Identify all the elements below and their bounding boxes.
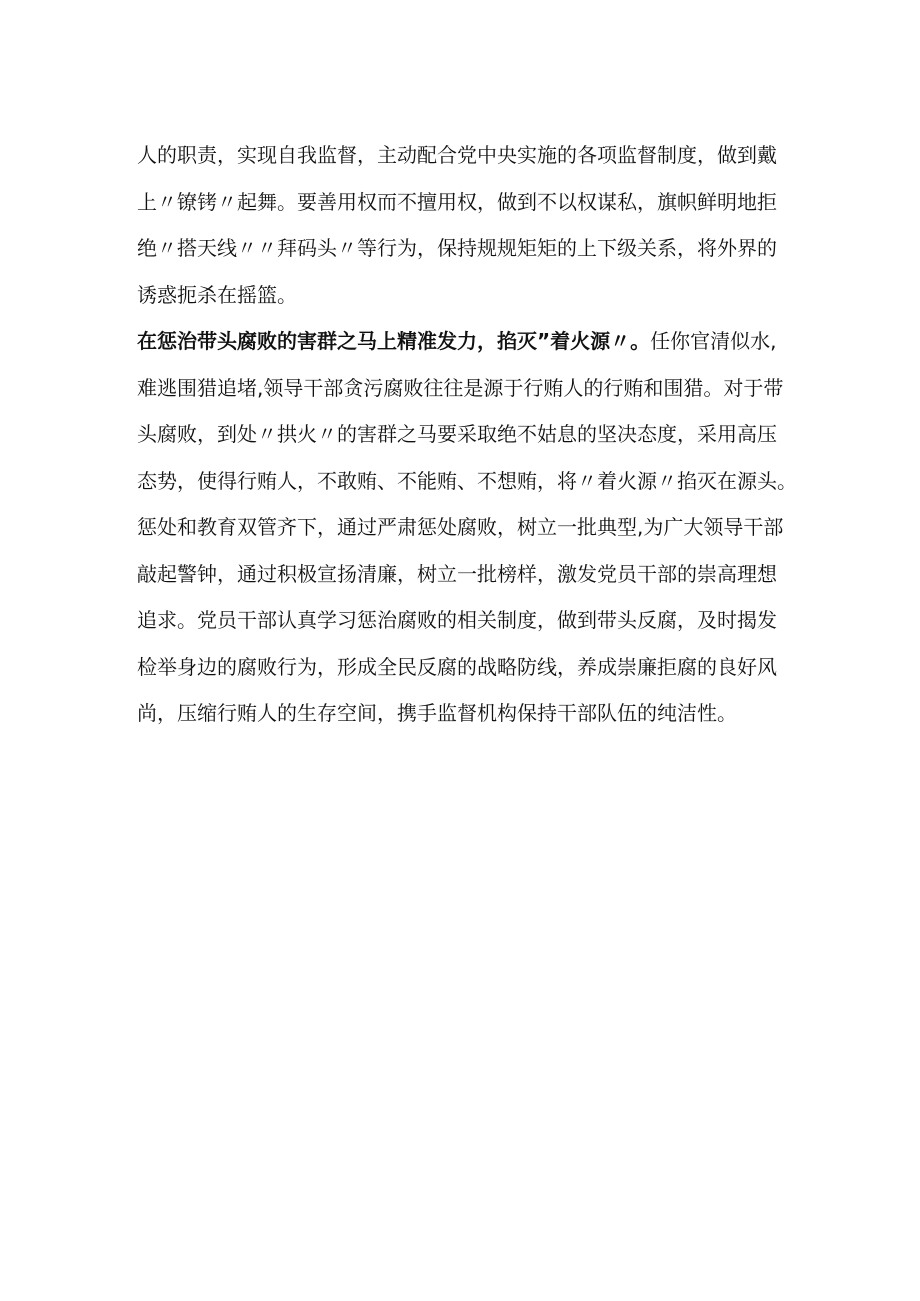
paragraph-line: 绝〃搭天线〃〃拜码头〃等行为，保持规规矩矩的上下级关系，将外界的 (137, 236, 777, 260)
paragraph-line: 难逃围猎追堵,领导干部贪污腐败往往是源于行贿人的行贿和围猎。对于带 (137, 375, 784, 400)
paragraph-line: 态势，使得行贿人，不敢贿、不能贿、不想贿，将〃着火源〃掐灭在源头。 (137, 468, 797, 493)
paragraph-line: 检举身边的腐败行为，形成全民反腐的战略防线，养成崇廉拒腐的良好风 (137, 654, 777, 679)
paragraph-line: 惩处和教育双管齐下，通过严肃惩处腐败，树立一批典型,为广大领导干部 (137, 515, 784, 539)
paragraph-line: 敲起警钟，通过积极宣扬清廉，树立一批榜样，激发党员干部的崇高理想 (137, 561, 777, 586)
paragraph-line: 头腐败，到处〃拱火〃的害群之马要采取绝不姑息的坚决态度，采用高压 (137, 422, 777, 446)
paragraph-1 (137, 132, 797, 318)
heading-trailing-text: 任你官清似水, (650, 329, 777, 353)
paragraph-line: 尚，压缩行贿人的生存空间，携手监督机构保持干部队伍的纯洁性。 (137, 701, 737, 725)
section-heading: 在惩治带头腐败的害群之马上精准发力，掐灭”着火源〃。 (137, 329, 651, 353)
paragraph-2 (137, 318, 797, 737)
paragraph-line: 人的职责，实现自我监督，主动配合党中央实施的各项监督制度，做到戴 (137, 143, 777, 167)
paragraph-line: 诱惑扼杀在摇篮。 (137, 282, 297, 307)
paragraph-line: 上〃镣铐〃起舞。要善用权而不擅用权，做到不以权谋私，旗帜鲜明地拒 (137, 189, 777, 214)
paragraph-first-line (137, 318, 797, 365)
document-body (137, 132, 797, 737)
paragraph-line: 追求。党员干部认真学习惩治腐败的相关制度，做到带头反腐，及时揭发 (137, 608, 777, 632)
